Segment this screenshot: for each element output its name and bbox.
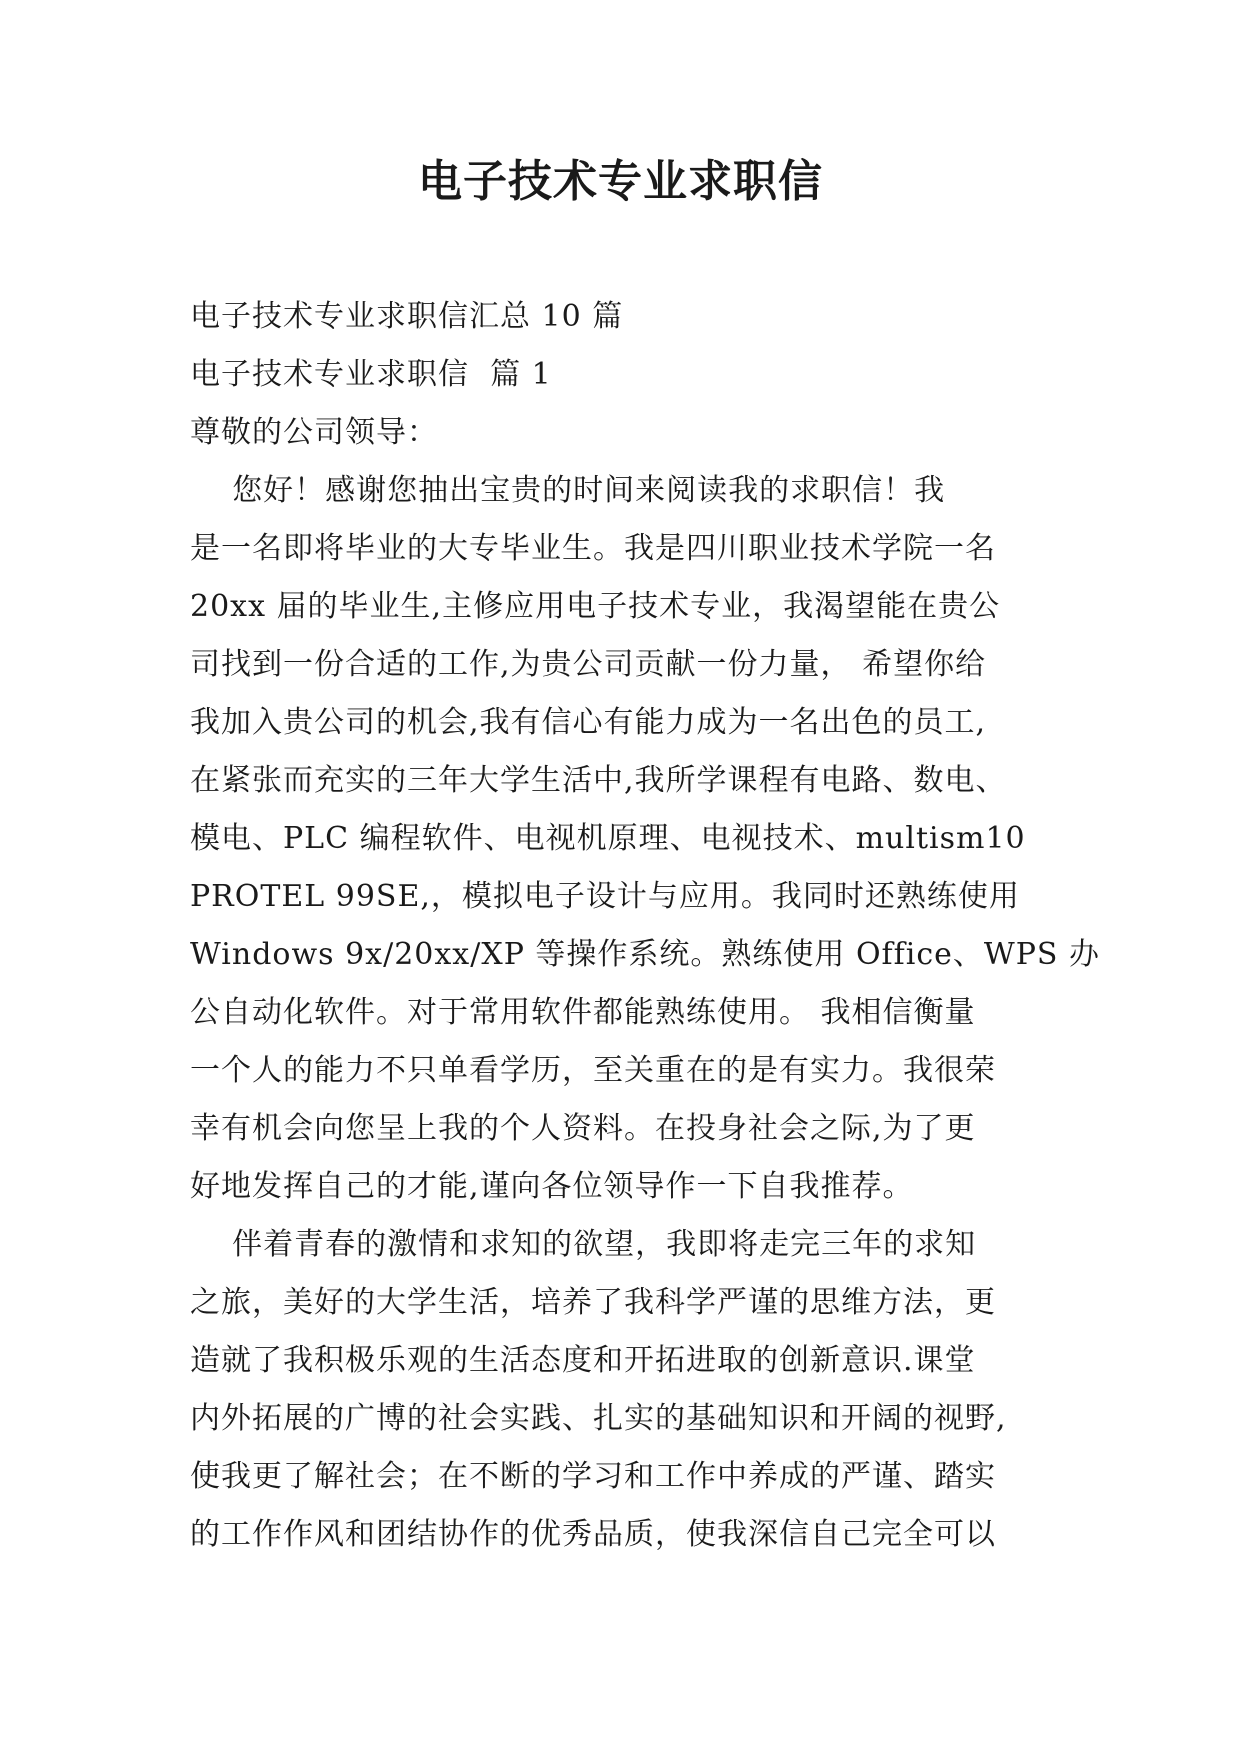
paragraph-line: PROTEL 99SE,，模拟电子设计与应用。我同时还熟练使用 (190, 879, 1020, 914)
document-body (190, 288, 1101, 1564)
paragraph-line: 我加入贵公司的机会,我有信心有能力成为一名出色的员工, (190, 705, 987, 740)
paragraph-line: 是一名即将毕业的大专毕业生。我是四川职业技术学院一名 (190, 531, 996, 566)
paragraph-line: 的工作作风和团结协作的优秀品质，使我深信自己完全可以 (190, 1517, 996, 1552)
paragraph-line: Windows 9x/20xx/XP 等操作系统。熟练使用 Office、WPS 办 (190, 937, 1101, 972)
paragraph-line: 20xx 届的毕业生,主修应用电子技术专业，我渴望能在贵公 (190, 589, 1001, 624)
paragraph-line: 幸有机会向您呈上我的个人资料。在投身社会之际,为了更 (190, 1111, 976, 1146)
paragraph-line: 使我更了解社会；在不断的学习和工作中养成的严谨、踏实 (190, 1459, 996, 1494)
section-heading: 电子技术专业求职信 篇 1 (190, 357, 552, 392)
paragraph-line: 内外拓展的广博的社会实践、扎实的基础知识和开阔的视野, (190, 1401, 1007, 1436)
subtitle-line: 电子技术专业求职信汇总 10 篇 (190, 299, 624, 334)
paragraph-line: 在紧张而充实的三年大学生活中,我所学课程有电路、数电、 (190, 763, 1007, 798)
salutation: 尊敬的公司领导： (190, 415, 438, 450)
paragraph-line: 模电、PLC 编程软件、电视机原理、电视技术、multism10 (190, 821, 1026, 856)
paragraph-line: 好地发挥自己的才能,谨向各位领导作一下自我推荐。 (190, 1169, 914, 1204)
paragraph-line: 之旅，美好的大学生活，培养了我科学严谨的思维方法，更 (190, 1285, 996, 1320)
paragraph-line: 伴着青春的激情和求知的欲望，我即将走完三年的求知 (190, 1227, 977, 1262)
paragraph-line: 公自动化软件。对于常用软件都能熟练使用。 我相信衡量 (190, 995, 976, 1030)
paragraph-line: 造就了我积极乐观的生活态度和开拓进取的创新意识.课堂 (190, 1343, 976, 1378)
paragraph-line: 您好！感谢您抽出宝贵的时间来阅读我的求职信！我 (190, 473, 946, 508)
paragraph-line: 一个人的能力不只单看学历，至关重在的是有实力。我很荣 (190, 1053, 996, 1088)
paragraph-line: 司找到一份合适的工作,为贵公司贡献一份力量， 希望你给 (190, 647, 987, 682)
document-title: 电子技术专业求职信 (418, 156, 823, 207)
